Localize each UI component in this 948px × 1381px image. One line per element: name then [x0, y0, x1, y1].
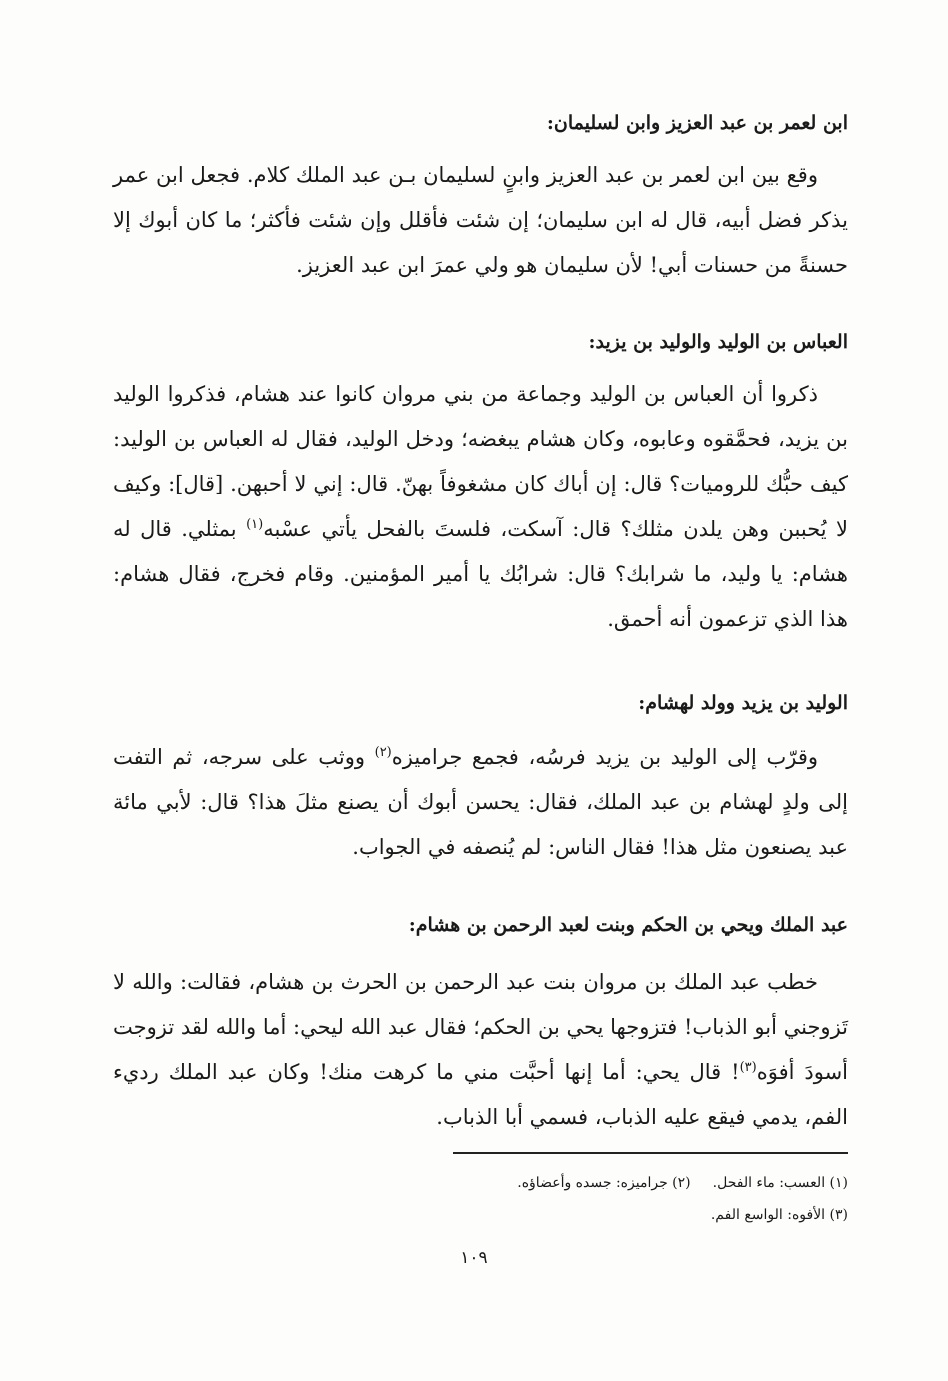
section-heading-2: العباس بن الوليد والوليد بن يزيد: — [588, 331, 848, 353]
footnote-ref-2: (٢) — [374, 745, 392, 760]
footnotes — [113, 1167, 848, 1231]
section-body-4 — [113, 960, 848, 1140]
section-body-1 — [113, 153, 848, 288]
footnote-3: (٣) الأفوه: الواسع الفم. — [710, 1207, 848, 1223]
section-body-3 — [113, 735, 848, 870]
footnote-line-1 — [113, 1167, 848, 1199]
paragraph-1-text: وقع بين ابن لعمر بن عبد العزيز وابنٍ لسليمان بـن عبد الملك كلام. فجعل ابن عمر يذكر فضل أبيه، قال له ابن سليمان؛ إن شئت فأقلل وإن شئت فأكثر؛ ما كان أبوك إلا حسنةً من حسنات أبي! لأن سليمان هو ولي عمرَ ابن عبد العزيز. — [113, 163, 848, 277]
section-heading-1: ابن لعمر بن عبد العزيز وابن لسليمان: — [546, 112, 848, 134]
paragraph-2 — [113, 372, 848, 642]
footnote-line-2 — [113, 1199, 848, 1231]
paragraph-4 — [113, 960, 848, 1140]
paragraph-3-text-a: وقرّب إلى الوليد بن يزيد فرسُه، فجمع جراميزه — [391, 745, 818, 769]
paragraph-1 — [113, 153, 848, 288]
footnote-divider — [453, 1152, 848, 1154]
section-heading-4: عبد الملك ويحي بن الحكم وبنت لعبد الرحمن بن هشام: — [408, 914, 848, 936]
paragraph-2-text-a: ذكروا أن العباس بن الوليد وجماعة من بني مروان كانوا عند هشام، فذكروا الوليد بن يزيد، فحمَّقوه وعابوه، وكان هشام يبغضه؛ ودخل الوليد، فقال له العباس بن الوليد: كيف حبُّك للروميات؟ قال: إن أباك كان مشغوفاً بهنّ. قال: إني لا أحبهن. [قال]: وكيف لا يُحببن وهن يلدن مثلك؟ قال: آسكت، فلستَ بالفحل يأتي عسْبه — [113, 382, 848, 541]
footnote-2: (٢) جراميزه: جسده وأعضاؤه. — [517, 1175, 691, 1191]
paragraph-4-text-b: ! قال يحي: أما إنها أحبَّت مني ما كرهت منك! وكان عبد الملك رديء الفم، يدمي فيقع عليه الذباب، فسمي أبا الذباب. — [113, 1060, 848, 1129]
paragraph-2-text-b: بمثلي. قال له هشام: يا وليد، ما شرابك؟ قال: شرابُك يا أمير المؤمنين. وقام فخرج، فقال هشام: هذا الذي تزعمون أنه أحمق. — [113, 517, 848, 631]
page-number: ١٠٩ — [460, 1248, 488, 1268]
footnote-1: (١) العسب: ماء الفحل. — [712, 1175, 848, 1191]
section-heading-3: الوليد بن يزيد وولد لهشام: — [638, 692, 848, 714]
paragraph-3 — [113, 735, 848, 870]
paragraph-4-text-a: خطب عبد الملك بن مروان بنت عبد الرحمن بن الحرث بن هشام، فقالت: والله لا تَزوجني أبو الذباب! فتزوجها يحي بن الحكم؛ فقال عبد الله ليحي: أما والله لقد تزوجت أسودَ أفوَه — [113, 970, 848, 1084]
footnote-ref-3: (٣) — [739, 1060, 757, 1075]
section-body-2 — [113, 372, 848, 642]
paragraph-3-text-b: ووثب على سرجه، ثم التفت إلى ولدٍ لهشام بن عبد الملك، فقال: يحسن أبوك أن يصنع مثلَ هذا؟ قال: لأبي مائة عبد يصنعون مثل هذا! فقال الناس: لم يُنصفه في الجواب. — [113, 745, 848, 859]
footnote-ref-1: (١) — [246, 517, 264, 532]
